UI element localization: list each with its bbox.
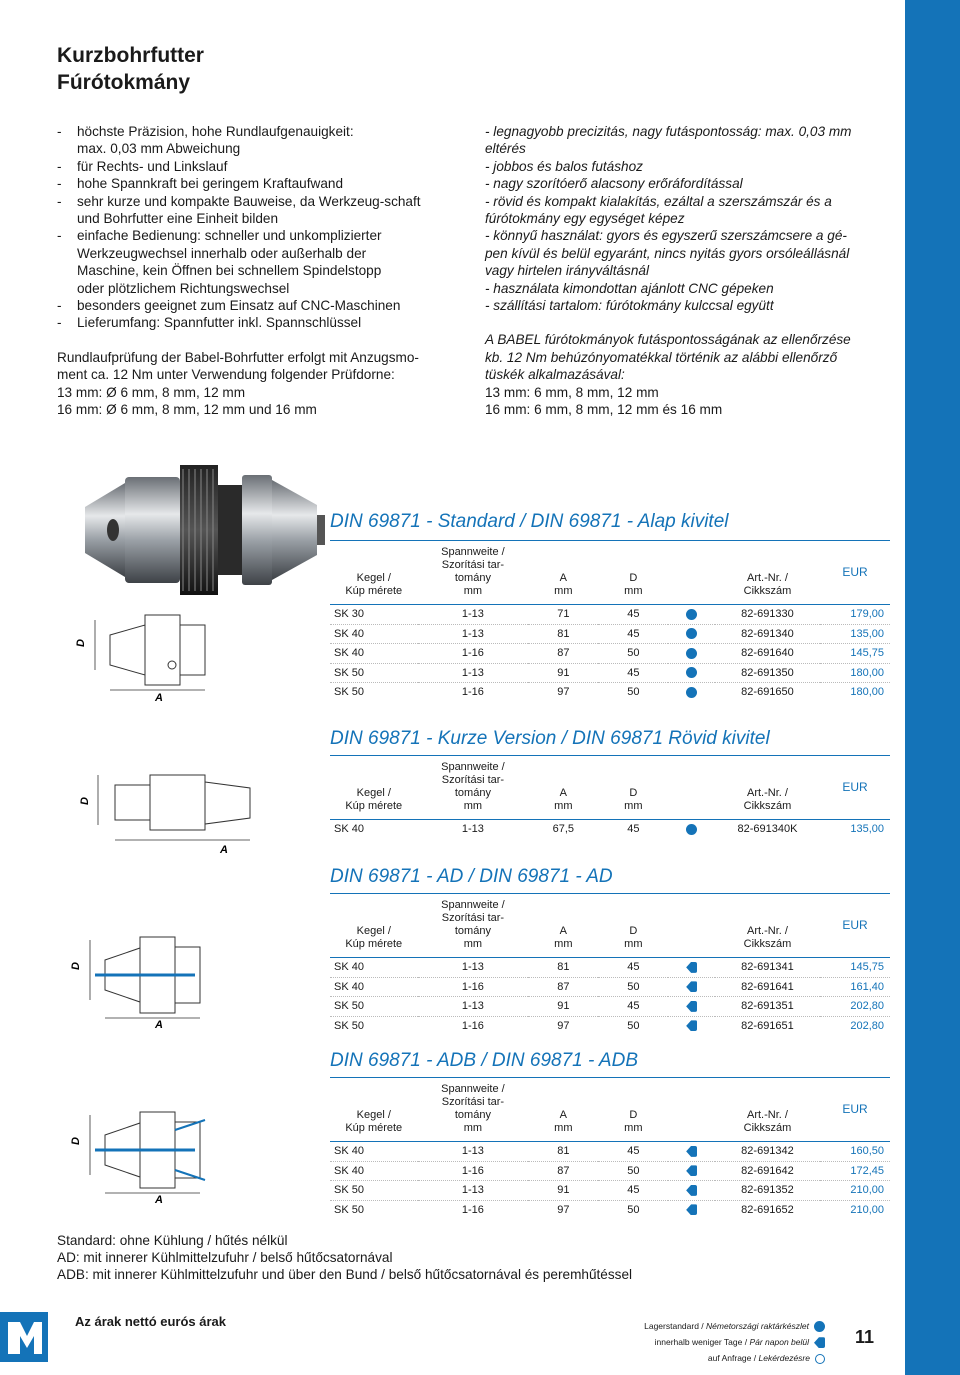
- d-cell: 50: [627, 1019, 640, 1032]
- list-item: - einfache Bedienung: schneller und unkomplizierter: [57, 227, 457, 244]
- description-hu: [485, 123, 895, 419]
- column-header: Kegel / Kúp mérete: [330, 898, 418, 958]
- list-item: - rövid és kompakt kialakítás, ezáltal a szerszámszár és a: [485, 193, 832, 209]
- d-cell: 45: [598, 1181, 668, 1201]
- d-cell: 50: [598, 644, 668, 664]
- kegel-cell: SK 50: [334, 1019, 364, 1032]
- availability-cell: [668, 644, 715, 664]
- table-header-row: [330, 898, 890, 958]
- section-title-short: DIN 69871 - Kurze Version / DIN 69871 Rövid kivitel: [330, 728, 770, 749]
- test-paragraph-line: 16 mm: 6 mm, 8 mm, 12 mm és 16 mm: [485, 402, 723, 418]
- column-header: Kegel / Kúp mérete: [330, 545, 418, 605]
- list-item: - besonders geeignet zum Einsatz auf CNC-Maschinen: [57, 297, 457, 314]
- spann-cell: 1-13: [418, 605, 529, 625]
- kegel-cell: SK 50: [330, 997, 418, 1017]
- stock-indicator-icon: [686, 648, 697, 659]
- spann-cell: 1-13: [418, 958, 529, 978]
- kegel-cell: SK 50: [334, 1203, 364, 1216]
- column-header: Spannweite / Szorítási tar- tomány mm: [418, 1082, 529, 1142]
- a-cell: 91: [528, 1181, 598, 1201]
- list-item: Werkzeugwechsel innerhalb oder außerhalb der: [77, 245, 367, 261]
- table-header-row: [330, 1082, 890, 1142]
- a-cell: 87: [528, 977, 598, 997]
- dimension-d-label: D: [79, 797, 91, 805]
- column-header: Art.-Nr. / Cikkszám: [715, 1082, 820, 1142]
- list-item: eltérés: [485, 141, 526, 157]
- product-table-ad: [330, 898, 890, 1035]
- list-item: max. 0,03 mm Abweichung: [77, 141, 241, 157]
- art-cell: 82-691641: [715, 977, 820, 997]
- kegel-cell: SK 40: [330, 977, 418, 997]
- a-cell: 91: [528, 663, 598, 683]
- column-header: Spannweite / Szorítási tar- tomány mm: [418, 760, 529, 820]
- table-row: [330, 958, 890, 978]
- art-cell: 82-691640: [715, 644, 820, 664]
- product-table-adb: [330, 1082, 890, 1219]
- list-item: - hohe Spannkraft bei geringem Kraftaufwand: [57, 175, 457, 192]
- list-item: - könnyű használat: gyors és egyszerű szerszámcsere a gé-: [485, 228, 847, 244]
- spann-cell: 1-13: [418, 624, 529, 644]
- availability-cell: [668, 663, 715, 683]
- art-cell: 82-691351: [715, 997, 820, 1017]
- table-header-row: [330, 760, 890, 820]
- description-de: [57, 123, 457, 419]
- few-days-indicator-icon: [686, 1146, 697, 1157]
- stock-indicator-icon: [686, 667, 697, 678]
- a-cell: 67,5: [552, 823, 575, 836]
- list-item: - sehr kurze und kompakte Bauweise, da Werkzeug-schaft: [57, 193, 457, 210]
- stock-indicator-icon: [686, 628, 697, 639]
- list-item: - Lieferumfang: Spannfutter inkl. Spannschlüssel: [57, 314, 457, 331]
- column-header: D mm: [598, 545, 668, 605]
- art-cell: 82-691652: [741, 1203, 794, 1216]
- brand-logo: [0, 1312, 55, 1362]
- table-row: [330, 624, 890, 644]
- few-days-indicator-icon: [686, 1020, 697, 1031]
- kegel-cell: SK 40: [330, 644, 418, 664]
- table-row: [330, 663, 890, 683]
- spann-cell: 1-16: [418, 1161, 529, 1181]
- a-cell: 97: [557, 1019, 570, 1032]
- product-table-standard: [330, 545, 890, 702]
- column-header: Spannweite / Szorítási tar- tomány mm: [418, 545, 529, 605]
- note-ad: AD: mit innerer Kühlmittelzufuhr / belső hűtőcsatornával: [57, 1250, 393, 1265]
- availability-legend: [644, 1318, 825, 1366]
- list-item: - nagy szorítóerő alacsony erőráfordítással: [485, 176, 743, 192]
- column-header: EUR: [820, 1082, 890, 1142]
- spann-cell: 1-13: [418, 1142, 529, 1162]
- price-cell: 172,45: [820, 1161, 890, 1181]
- stock-indicator-icon: [686, 609, 697, 620]
- legend-item-on-request: auf Anfrage / Lekérdezésre: [644, 1350, 825, 1366]
- kegel-cell: SK 40: [334, 823, 364, 836]
- table-row: [330, 1161, 890, 1181]
- d-cell: 45: [598, 997, 668, 1017]
- table-row: [330, 644, 890, 664]
- price-cell: 210,00: [820, 1181, 890, 1201]
- kegel-cell: SK 40: [330, 958, 418, 978]
- table-row: [330, 1200, 890, 1219]
- column-header: Spannweite / Szorítási tar- tomány mm: [418, 898, 529, 958]
- column-header: A mm: [528, 1082, 598, 1142]
- few-days-indicator-icon: [686, 1204, 697, 1215]
- spann-cell: 1-13: [418, 1181, 529, 1201]
- spann-cell: 1-16: [461, 1019, 484, 1032]
- column-header: [668, 760, 715, 820]
- dimension-a-label: A: [155, 692, 163, 704]
- availability-cell: [668, 1161, 715, 1181]
- price-cell: 202,80: [850, 1019, 884, 1032]
- a-cell: 81: [528, 1142, 598, 1162]
- column-header: D mm: [598, 1082, 668, 1142]
- page-number: 11: [855, 1327, 875, 1347]
- drawing-short: [70, 760, 270, 860]
- list-item: - szállítási tartalom: fúrótokmány kulccsal együtt: [485, 298, 774, 314]
- column-header: D mm: [598, 760, 668, 820]
- column-header: Art.-Nr. / Cikkszám: [715, 760, 820, 820]
- stock-indicator-icon: [686, 824, 697, 835]
- column-header: [668, 898, 715, 958]
- column-header: EUR: [820, 898, 890, 958]
- availability-cell: [668, 605, 715, 625]
- drawing-ad: [65, 915, 215, 1030]
- section-divider: [330, 1077, 890, 1078]
- list-item: - höchste Präzision, hohe Rundlaufgenauigkeit:: [57, 123, 457, 140]
- dimension-a-label: A: [155, 1194, 163, 1205]
- test-paragraph-line: kb. 12 Nm behúzónyomatékkal történik az alábbi ellenőrző: [485, 349, 838, 365]
- list-item: - használata kimondottan ajánlott CNC gépeken: [485, 280, 774, 296]
- art-cell: 82-691352: [715, 1181, 820, 1201]
- availability-cell: [668, 683, 715, 702]
- list-item: Maschine, kein Öffnen bei schnellem Spindelstopp: [77, 263, 382, 279]
- legend-item-stock: Lagerstandard / Németországi raktárkészlet: [644, 1318, 825, 1334]
- art-cell: 82-691340: [715, 624, 820, 644]
- price-cell: 180,00: [850, 686, 884, 699]
- a-cell: 87: [528, 1161, 598, 1181]
- notes: [57, 1232, 632, 1283]
- a-cell: 91: [528, 997, 598, 1017]
- drill-chuck-photo: [85, 455, 325, 605]
- kegel-cell: SK 50: [334, 686, 364, 699]
- table-row: [330, 683, 890, 702]
- table-row: [330, 820, 890, 839]
- list-item: oder plötzlichem Richtungswechsel: [77, 280, 290, 296]
- drawing-adb: [65, 1090, 215, 1205]
- on-request-indicator-icon: [815, 1354, 825, 1364]
- note-adb: ADB: mit innerer Kühlmittelzufuhr und über den Bund / belső hűtőcsatornával és peremhűtéssel: [57, 1267, 633, 1282]
- a-cell: 97: [557, 686, 570, 699]
- section-divider: [330, 540, 890, 541]
- column-header: EUR: [820, 760, 890, 820]
- test-paragraph-line: ment ca. 12 Nm unter Verwendung folgender Prüfdorne:: [57, 367, 395, 383]
- table-row: [330, 977, 890, 997]
- d-cell: 45: [598, 1142, 668, 1162]
- art-cell: 82-691650: [741, 686, 794, 699]
- d-cell: 50: [598, 977, 668, 997]
- table-row: [330, 1181, 890, 1201]
- spann-cell: 1-16: [418, 644, 529, 664]
- availability-cell: [668, 624, 715, 644]
- dimension-d-label: D: [75, 639, 87, 647]
- list-item: pen kívül és belül egyaránt, nincs nyitás gyors orsóleállásnál: [485, 245, 850, 261]
- column-header: Kegel / Kúp mérete: [330, 1082, 418, 1142]
- d-cell: 45: [598, 663, 668, 683]
- art-cell: 82-691341: [715, 958, 820, 978]
- column-header: A mm: [528, 760, 598, 820]
- availability-cell: [668, 1016, 715, 1035]
- availability-cell: [668, 1181, 715, 1201]
- spann-cell: 1-13: [461, 823, 484, 836]
- stock-indicator-icon: [814, 1321, 825, 1332]
- section-title-ad: DIN 69871 - AD / DIN 69871 - AD: [330, 866, 613, 887]
- kegel-cell: SK 50: [330, 1181, 418, 1201]
- few-days-indicator-icon: [686, 1185, 697, 1196]
- test-paragraph-line: Rundlaufprüfung der Babel-Bohrfutter erfolgt mit Anzugsmo-: [57, 349, 419, 365]
- d-cell: 45: [598, 958, 668, 978]
- price-note: Az árak nettó eurós árak: [75, 1314, 227, 1329]
- title-hu: Fúrótokmány: [57, 71, 191, 94]
- title-de: Kurzbohrfutter: [57, 44, 204, 67]
- a-cell: 71: [528, 605, 598, 625]
- kegel-cell: SK 50: [330, 663, 418, 683]
- list-item: fúrótokmány egy egységet képez: [485, 211, 685, 227]
- dimension-a-label: A: [155, 1019, 163, 1030]
- note-standard: Standard: ohne Kühlung / hűtés nélkül: [57, 1233, 288, 1248]
- list-item: vagy hirtelen irányváltásnál: [485, 263, 649, 279]
- section-divider: [330, 893, 890, 894]
- d-cell: 50: [598, 1161, 668, 1181]
- d-cell: 50: [627, 686, 640, 699]
- kegel-cell: SK 40: [330, 1161, 418, 1181]
- d-cell: 45: [598, 624, 668, 644]
- availability-cell: [668, 958, 715, 978]
- table-row: [330, 1142, 890, 1162]
- d-cell: 45: [598, 605, 668, 625]
- table-row: [330, 605, 890, 625]
- price-cell: 202,80: [820, 997, 890, 1017]
- drawing-standard: [70, 595, 220, 705]
- few-days-indicator-icon: [686, 962, 697, 973]
- kegel-cell: SK 40: [330, 624, 418, 644]
- a-cell: 97: [557, 1203, 570, 1216]
- few-days-indicator-icon: [814, 1337, 825, 1348]
- page-side-bar: [905, 0, 960, 1375]
- price-cell: 145,75: [820, 644, 890, 664]
- price-cell: 210,00: [850, 1203, 884, 1216]
- price-cell: 160,50: [820, 1142, 890, 1162]
- spann-cell: 1-13: [418, 663, 529, 683]
- column-header: EUR: [820, 545, 890, 605]
- d-cell: 45: [627, 823, 640, 836]
- few-days-indicator-icon: [686, 1001, 697, 1012]
- column-header: A mm: [528, 898, 598, 958]
- price-cell: 161,40: [820, 977, 890, 997]
- column-header: Art.-Nr. / Cikkszám: [715, 545, 820, 605]
- kegel-cell: SK 40: [330, 1142, 418, 1162]
- test-paragraph-line: 13 mm: Ø 6 mm, 8 mm, 12 mm: [57, 384, 246, 400]
- availability-cell: [668, 1200, 715, 1219]
- art-cell: 82-691651: [741, 1019, 794, 1032]
- availability-cell: [668, 997, 715, 1017]
- section-divider: [330, 755, 890, 756]
- a-cell: 81: [528, 958, 598, 978]
- d-cell: 50: [627, 1203, 640, 1216]
- a-cell: 87: [528, 644, 598, 664]
- test-paragraph-line: 16 mm: Ø 6 mm, 8 mm, 12 mm und 16 mm: [57, 402, 317, 418]
- art-cell: 82-691642: [715, 1161, 820, 1181]
- price-cell: 135,00: [850, 823, 884, 836]
- list-item: und Bohrfutter eine Einheit bilden: [77, 211, 279, 227]
- stock-indicator-icon: [686, 687, 697, 698]
- column-header: [668, 1082, 715, 1142]
- price-cell: 135,00: [820, 624, 890, 644]
- few-days-indicator-icon: [686, 981, 697, 992]
- column-header: [668, 545, 715, 605]
- product-table-short: [330, 760, 890, 839]
- legend-item-few-days: innerhalb weniger Tage / Pár napon belül: [644, 1334, 825, 1350]
- dimension-d-label: D: [70, 1137, 82, 1145]
- availability-cell: [668, 820, 715, 839]
- art-cell: 82-691342: [715, 1142, 820, 1162]
- art-cell: 82-691330: [715, 605, 820, 625]
- column-header: A mm: [528, 545, 598, 605]
- spann-cell: 1-16: [461, 1203, 484, 1216]
- dimension-d-label: D: [70, 962, 82, 970]
- test-paragraph-line: 13 mm: 6 mm, 8 mm, 12 mm: [485, 384, 659, 400]
- page-title: [57, 42, 204, 96]
- list-item: - für Rechts- und Linkslauf: [57, 158, 457, 175]
- section-title-standard: DIN 69871 - Standard / DIN 69871 - Alap kivitel: [330, 511, 729, 532]
- column-header: Art.-Nr. / Cikkszám: [715, 898, 820, 958]
- test-paragraph-line: A BABEL fúrótokmányok futáspontosságának az ellenőrzése: [485, 332, 851, 348]
- dimension-a-label: A: [220, 844, 228, 856]
- table-header-row: [330, 545, 890, 605]
- spann-cell: 1-13: [418, 997, 529, 1017]
- table-row: [330, 997, 890, 1017]
- table-row: [330, 1016, 890, 1035]
- availability-cell: [668, 1142, 715, 1162]
- list-item: - legnagyobb precizitás, nagy futáspontosság: max. 0,03 mm: [485, 124, 852, 139]
- few-days-indicator-icon: [686, 1165, 697, 1176]
- spann-cell: 1-16: [461, 686, 484, 699]
- price-cell: 180,00: [820, 663, 890, 683]
- test-paragraph-line: tüskék alkalmazásával:: [485, 367, 625, 383]
- art-cell: 82-691350: [715, 663, 820, 683]
- column-header: Kegel / Kúp mérete: [330, 760, 418, 820]
- price-cell: 145,75: [820, 958, 890, 978]
- a-cell: 81: [528, 624, 598, 644]
- list-item: - jobbos és balos futáshoz: [485, 158, 643, 174]
- spann-cell: 1-16: [418, 977, 529, 997]
- price-cell: 179,00: [820, 605, 890, 625]
- art-cell: 82-691340K: [737, 823, 798, 836]
- availability-cell: [668, 977, 715, 997]
- column-header: D mm: [598, 898, 668, 958]
- kegel-cell: SK 30: [330, 605, 418, 625]
- section-title-adb: DIN 69871 - ADB / DIN 69871 - ADB: [330, 1050, 638, 1071]
